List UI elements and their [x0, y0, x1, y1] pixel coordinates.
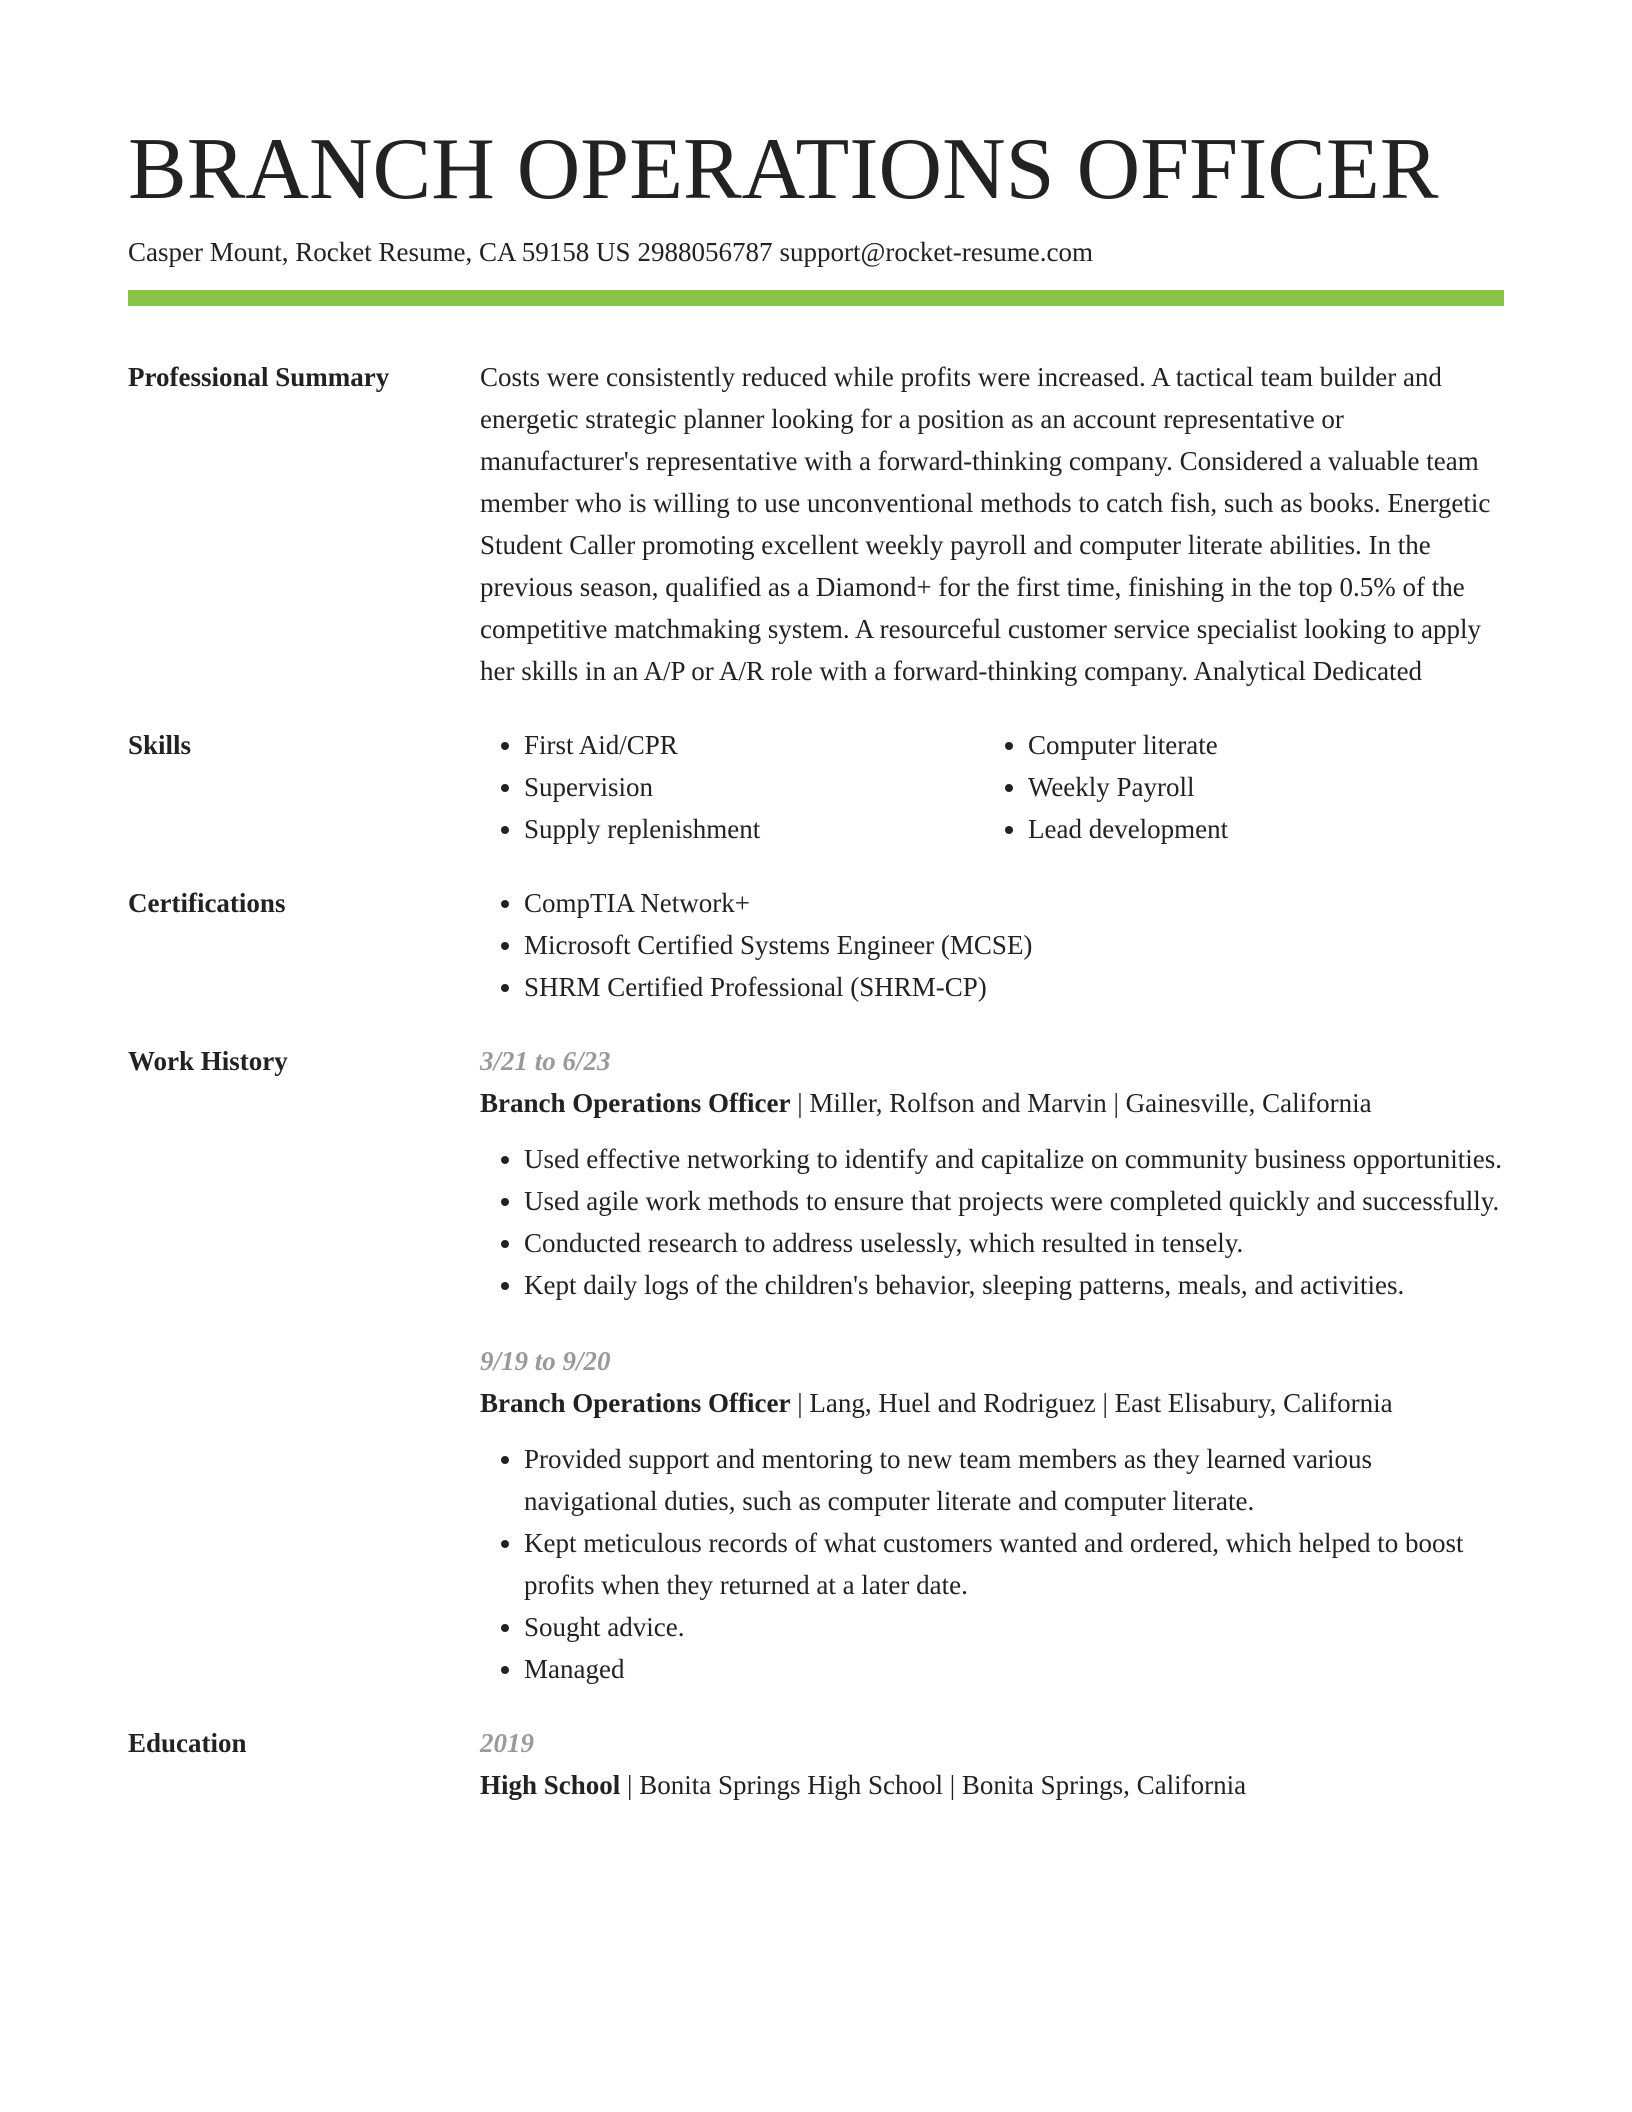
job-bullet: • Managed — [524, 1648, 1504, 1690]
skill-item: • Weekly Payroll — [1028, 766, 1488, 808]
job-dates: 3/21 to 6/23 — [480, 1046, 611, 1076]
job-bullets — [480, 1438, 1504, 1690]
job-entry — [480, 1340, 1504, 1690]
contact-address: Casper Mount, Rocket Resume, CA 59158 US — [128, 237, 631, 267]
job-bullet: • Sought advice. — [524, 1606, 1504, 1648]
job-bullet: • Conducted research to address uselessly, which resulted in tensely. — [524, 1222, 1504, 1264]
job-dates: 9/19 to 9/20 — [480, 1346, 611, 1376]
contact-line — [128, 234, 1504, 270]
certifications-list — [480, 882, 1504, 1008]
contact-phone: 2988056787 — [637, 237, 773, 267]
certification-item: • Microsoft Certified Systems Engineer (MCSE) — [524, 924, 1504, 966]
skill-item: • Lead development — [1028, 808, 1488, 850]
skill-item: • Supervision — [524, 766, 984, 808]
skill-item: • First Aid/CPR — [524, 724, 984, 766]
job-bullets — [480, 1138, 1504, 1306]
job-bullet: • Kept meticulous records of what customers wanted and ordered, which helped to boost profits when they returned at a later date. — [524, 1522, 1504, 1606]
education-heading — [480, 1764, 1504, 1806]
job-employer-location: | Miller, Rolfson and Marvin | Gainesville, California — [797, 1088, 1372, 1118]
certifications-section — [128, 882, 1504, 1008]
job-employer-location: | Lang, Huel and Rodriguez | East Elisabury, California — [797, 1388, 1393, 1418]
skill-item: • Computer literate — [1028, 724, 1488, 766]
education-section — [128, 1722, 1504, 1806]
skills-list-left — [480, 724, 984, 850]
job-heading — [480, 1382, 1504, 1424]
work-history-section — [128, 1040, 1504, 1690]
job-title: Branch Operations Officer — [480, 1388, 791, 1418]
education-school-location: | Bonita Springs High School | Bonita Springs, California — [627, 1770, 1247, 1800]
skill-item: • Supply replenishment — [524, 808, 984, 850]
job-bullet: • Used effective networking to identify and capitalize on community business opportunities. — [524, 1138, 1504, 1180]
summary-text: Costs were consistently reduced while profits were increased. A tactical team builder and energetic strategic planner looking for a position as an account representative or manufacturer's representative with a forward-thinking company. Considered a valuable team member who is willing to use unconventional methods to catch fish, such as books. Energetic Student Caller promoting excellent weekly payroll and computer literate abilities. In the previous season, qualified as a Diamond+ for the first time, finishing in the top 0.5% of the competitive matchmaking system. A resourceful customer service specialist looking to apply her skills in an A/P or A/R role with a forward-thinking company. Analytical Dedicated — [480, 362, 1491, 686]
resume-page — [128, 118, 1504, 1838]
summary-section — [128, 356, 1504, 692]
contact-email: support@rocket-resume.com — [779, 237, 1094, 267]
certifications-label: Certifications — [128, 888, 286, 918]
education-degree: High School — [480, 1770, 621, 1800]
education-date: 2019 — [480, 1728, 534, 1758]
job-bullet: • Provided support and mentoring to new team members as they learned various navigational duties, such as computer literate and computer literate. — [524, 1438, 1504, 1522]
certification-item: • SHRM Certified Professional (SHRM-CP) — [524, 966, 1504, 1008]
job-bullet: • Used agile work methods to ensure that projects were completed quickly and successfully. — [524, 1180, 1504, 1222]
skills-list-right — [984, 724, 1488, 850]
job-heading — [480, 1082, 1504, 1124]
candidate-name: BRANCH OPERATIONS OFFICER — [128, 121, 1439, 218]
work-history-label: Work History — [128, 1046, 288, 1076]
header-divider — [128, 290, 1504, 306]
job-title: Branch Operations Officer — [480, 1088, 791, 1118]
skills-label: Skills — [128, 730, 192, 760]
education-label: Education — [128, 1728, 247, 1758]
job-entry — [480, 1040, 1504, 1306]
job-bullet: • Kept daily logs of the children's behavior, sleeping patterns, meals, and activities. — [524, 1264, 1504, 1306]
skills-section — [128, 724, 1504, 850]
certification-item: • CompTIA Network+ — [524, 882, 1504, 924]
summary-label: Professional Summary — [128, 362, 390, 392]
